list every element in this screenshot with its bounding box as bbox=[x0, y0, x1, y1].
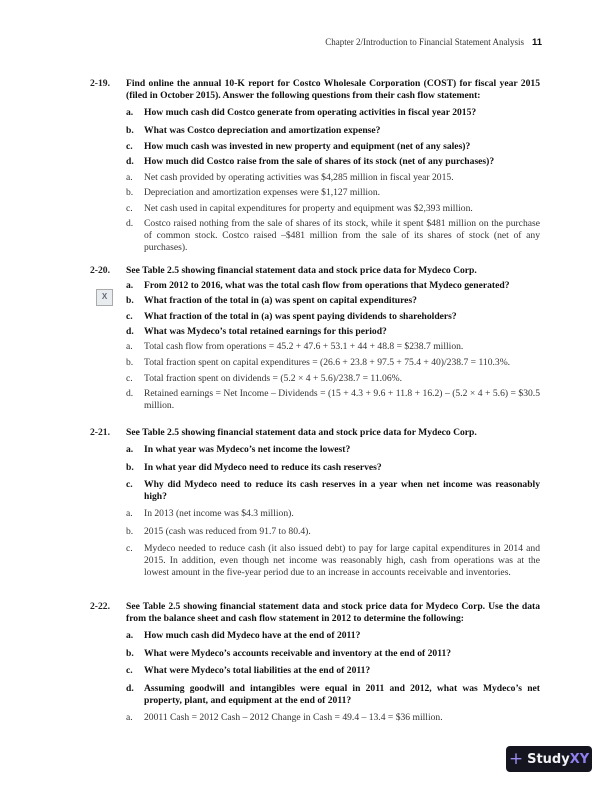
part-letter: c. bbox=[126, 373, 133, 384]
part-text: 20011 Cash = 2012 Cash – 2012 Change in Cash = 49.4 – 13.4 = $36 million. bbox=[144, 712, 443, 723]
problem-question: See Table 2.5 showing financial statement data and stock price data for Mydeco Corp. bbox=[126, 427, 477, 438]
part-text: What was Costco depreciation and amortization expense? bbox=[144, 125, 381, 136]
question-part bbox=[126, 295, 540, 307]
part-text: In what year did Mydeco need to reduce its cash reserves? bbox=[144, 462, 382, 473]
part-text: Total cash flow from operations = 45.2 + 47.6 + 53.1 + 44 + 48.8 = $238.7 million. bbox=[144, 341, 464, 352]
problem-question: Find online the annual 10-K report for Costco Wholesale Corporation (COST) for fiscal year 2015 (filed in October 2015). Answer the following questions from their cash flow statement: bbox=[126, 78, 540, 101]
part-letter: a. bbox=[126, 508, 133, 519]
question-part bbox=[126, 648, 540, 660]
part-letter: a. bbox=[126, 280, 134, 291]
brand-accent: XY bbox=[569, 751, 590, 767]
part-text: What were Mydeco’s accounts receivable and inventory at the end of 2011? bbox=[144, 648, 452, 659]
part-text: What were Mydeco’s total liabilities at the end of 2011? bbox=[144, 665, 371, 676]
problem-question: See Table 2.5 showing financial statement data and stock price data for Mydeco Corp. Use the data from the balance sheet and cash flow statement in 2012 to determine the following: bbox=[126, 601, 540, 624]
part-text: How much cash did Costco generate from operating activities in fiscal year 2015? bbox=[144, 107, 477, 118]
question-part bbox=[126, 462, 540, 474]
problem-number: 2-22. bbox=[90, 601, 110, 612]
answer-part bbox=[126, 526, 540, 538]
part-letter: b. bbox=[126, 295, 134, 306]
part-text: In what year was Mydeco’s net income the lowest? bbox=[144, 444, 351, 455]
question-part bbox=[126, 280, 540, 292]
part-text: 2015 (cash was reduced from 91.7 to 80.4). bbox=[144, 526, 311, 537]
question-part bbox=[126, 156, 540, 168]
part-text: Mydeco needed to reduce cash (it also issued debt) to pay for large capital expenditures in 2014 and 2015. In addition, even though net income was reasonably high, cash from operations was at the lowest amount in the five-year period due to an increase in accounts receivable and inventories. bbox=[144, 543, 540, 578]
part-text: Net cash used in capital expenditures for property and equipment was $2,393 million. bbox=[144, 203, 473, 214]
answer-part bbox=[126, 543, 540, 579]
part-letter: a. bbox=[126, 341, 133, 352]
answer-part bbox=[126, 341, 540, 353]
part-text: What fraction of the total in (a) was spent paying dividends to shareholders? bbox=[144, 311, 457, 322]
question-part bbox=[126, 444, 540, 456]
part-text: How much cash was invested in new property and equipment (net of any sales)? bbox=[144, 141, 471, 152]
part-letter: d. bbox=[126, 218, 134, 229]
part-text: In 2013 (net income was $4.3 million). bbox=[144, 508, 294, 519]
part-text: What fraction of the total in (a) was spent on capital expenditures? bbox=[144, 295, 417, 306]
part-text: Net cash provided by operating activities was $4,285 million in fiscal year 2015. bbox=[144, 172, 454, 183]
part-letter: d. bbox=[126, 683, 134, 694]
answer-part bbox=[126, 388, 540, 412]
part-text: Assuming goodwill and intangibles were equal in 2011 and 2012, what was Mydeco’s net property, plant, and equipment at the end of 2011? bbox=[144, 683, 540, 706]
part-text: Costco raised nothing from the sale of shares of its stock, while it spent $481 million on the purchase of common stock. Costco raised –$481 million from the sale of its shares of stock (net of any purchases). bbox=[144, 218, 540, 253]
question-part bbox=[126, 683, 540, 707]
question-part bbox=[126, 125, 540, 137]
part-letter: c. bbox=[126, 543, 133, 554]
part-text: How much did Costco raise from the sale of shares of its stock (net of any purchases)? bbox=[144, 156, 495, 167]
question-part bbox=[126, 326, 540, 338]
chapter-title: Chapter 2/Introduction to Financial Statement Analysis bbox=[325, 37, 524, 47]
part-letter: c. bbox=[126, 311, 133, 322]
part-letter: d. bbox=[126, 156, 134, 167]
part-text: Why did Mydeco need to reduce its cash reserves in a year when net income was reasonably high? bbox=[144, 479, 540, 502]
part-letter: a. bbox=[126, 444, 134, 455]
brand-name: Study bbox=[527, 751, 570, 767]
part-letter: a. bbox=[126, 107, 134, 118]
problem-number: 2-21. bbox=[90, 427, 110, 438]
part-letter: b. bbox=[126, 357, 134, 368]
problem-question: See Table 2.5 showing financial statement data and stock price data for Mydeco Corp. bbox=[126, 265, 477, 276]
plus-icon: + bbox=[508, 749, 524, 769]
part-letter: d. bbox=[126, 326, 134, 337]
answer-part bbox=[126, 187, 540, 199]
part-letter: a. bbox=[126, 630, 134, 641]
part-letter: b. bbox=[126, 462, 134, 473]
problem-number: 2-19. bbox=[90, 78, 110, 89]
part-letter: c. bbox=[126, 665, 133, 676]
part-letter: d. bbox=[126, 388, 134, 399]
part-text: Retained earnings = Net Income – Dividends = (15 + 4.3 + 9.6 + 11.8 + 16.2) – (5.2 × 4 + 5.6) = $30.5 million. bbox=[144, 388, 540, 411]
question-part bbox=[126, 665, 540, 677]
part-letter: b. bbox=[126, 125, 134, 136]
studyxy-badge[interactable] bbox=[506, 746, 592, 772]
answer-part bbox=[126, 357, 540, 369]
question-part bbox=[126, 311, 540, 323]
answer-part bbox=[126, 712, 540, 724]
part-letter: a. bbox=[126, 172, 133, 183]
page-number: 11 bbox=[531, 37, 542, 48]
problem-number: 2-20. bbox=[90, 265, 110, 276]
part-letter: b. bbox=[126, 526, 134, 537]
part-text: How much cash did Mydeco have at the end of 2011? bbox=[144, 630, 361, 641]
running-header bbox=[325, 37, 542, 48]
part-letter: c. bbox=[126, 203, 133, 214]
part-text: What was Mydeco’s total retained earnings for this period? bbox=[144, 326, 387, 337]
part-text: From 2012 to 2016, what was the total cash flow from operations that Mydeco generated? bbox=[144, 280, 510, 291]
question-part bbox=[126, 141, 540, 153]
part-letter: c. bbox=[126, 141, 133, 152]
question-part bbox=[126, 479, 540, 503]
part-letter: a. bbox=[126, 712, 133, 723]
answer-part bbox=[126, 172, 540, 184]
part-letter: b. bbox=[126, 648, 134, 659]
question-part bbox=[126, 630, 540, 642]
part-letter: b. bbox=[126, 187, 134, 198]
answer-part bbox=[126, 373, 540, 385]
answer-part bbox=[126, 508, 540, 520]
part-text: Total fraction spent on capital expenditures = (26.6 + 23.8 + 97.5 + 75.4 + 40)/238.7 = 110.3%. bbox=[144, 357, 511, 368]
question-part bbox=[126, 107, 540, 119]
answer-part bbox=[126, 203, 540, 215]
part-text: Depreciation and amortization expenses were $1,127 million. bbox=[144, 187, 381, 198]
part-letter: c. bbox=[126, 479, 133, 490]
part-text: Total fraction spent on dividends = (5.2 × 4 + 5.6)/238.7 = 11.06%. bbox=[144, 373, 403, 384]
excel-spreadsheet-icon[interactable]: X bbox=[96, 289, 113, 306]
answer-part bbox=[126, 218, 540, 254]
